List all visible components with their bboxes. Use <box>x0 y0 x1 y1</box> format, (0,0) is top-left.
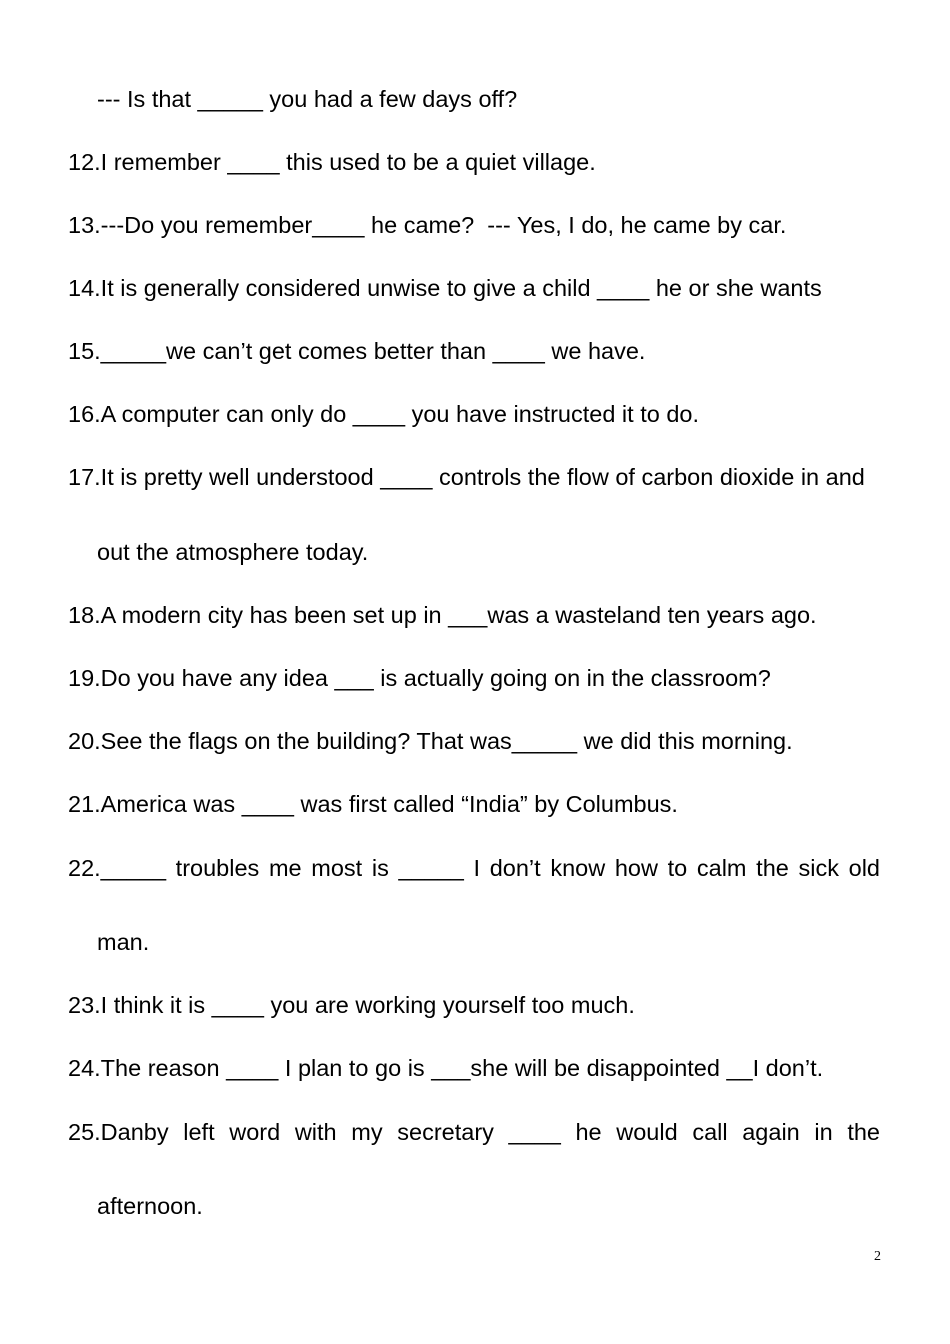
question-11-continuation: --- Is that _____ you had a few days off? <box>97 86 518 112</box>
question-17-line-1: 17.It is pretty well understood ____ controls the flow of carbon dioxide in and <box>68 464 865 490</box>
question-21: 21.America was ____ was first called “India” by Columbus. <box>68 791 678 817</box>
question-14: 14.It is generally considered unwise to give a child ____ he or she wants <box>68 275 822 301</box>
question-25-line-1: 25.Danby left word with my secretary ____ he would call again in the <box>68 1119 880 1145</box>
question-23: 23.I think it is ____ you are working yourself too much. <box>68 992 635 1018</box>
question-17-line-2: out the atmosphere today. <box>97 539 369 565</box>
question-24: 24.The reason ____ I plan to go is ___she will be disappointed __I don’t. <box>68 1055 824 1081</box>
question-20: 20.See the flags on the building? That was_____ we did this morning. <box>68 728 793 754</box>
question-22-line-1: 22._____ troubles me most is _____ I don’t know how to calm the sick old <box>68 855 880 881</box>
question-15: 15._____we can’t get comes better than ____ we have. <box>68 338 646 364</box>
question-13: 13.---Do you remember____ he came? --- Yes, I do, he came by car. <box>68 212 787 238</box>
question-19: 19.Do you have any idea ___ is actually going on in the classroom? <box>68 665 771 691</box>
question-25-line-2: afternoon. <box>97 1193 203 1219</box>
question-22-line-2: man. <box>97 929 150 955</box>
page-number: 2 <box>874 1249 881 1264</box>
question-18: 18.A modern city has been set up in ___was a wasteland ten years ago. <box>68 602 817 628</box>
question-16: 16.A computer can only do ____ you have instructed it to do. <box>68 401 699 427</box>
question-12: 12.I remember ____ this used to be a quiet village. <box>68 149 596 175</box>
